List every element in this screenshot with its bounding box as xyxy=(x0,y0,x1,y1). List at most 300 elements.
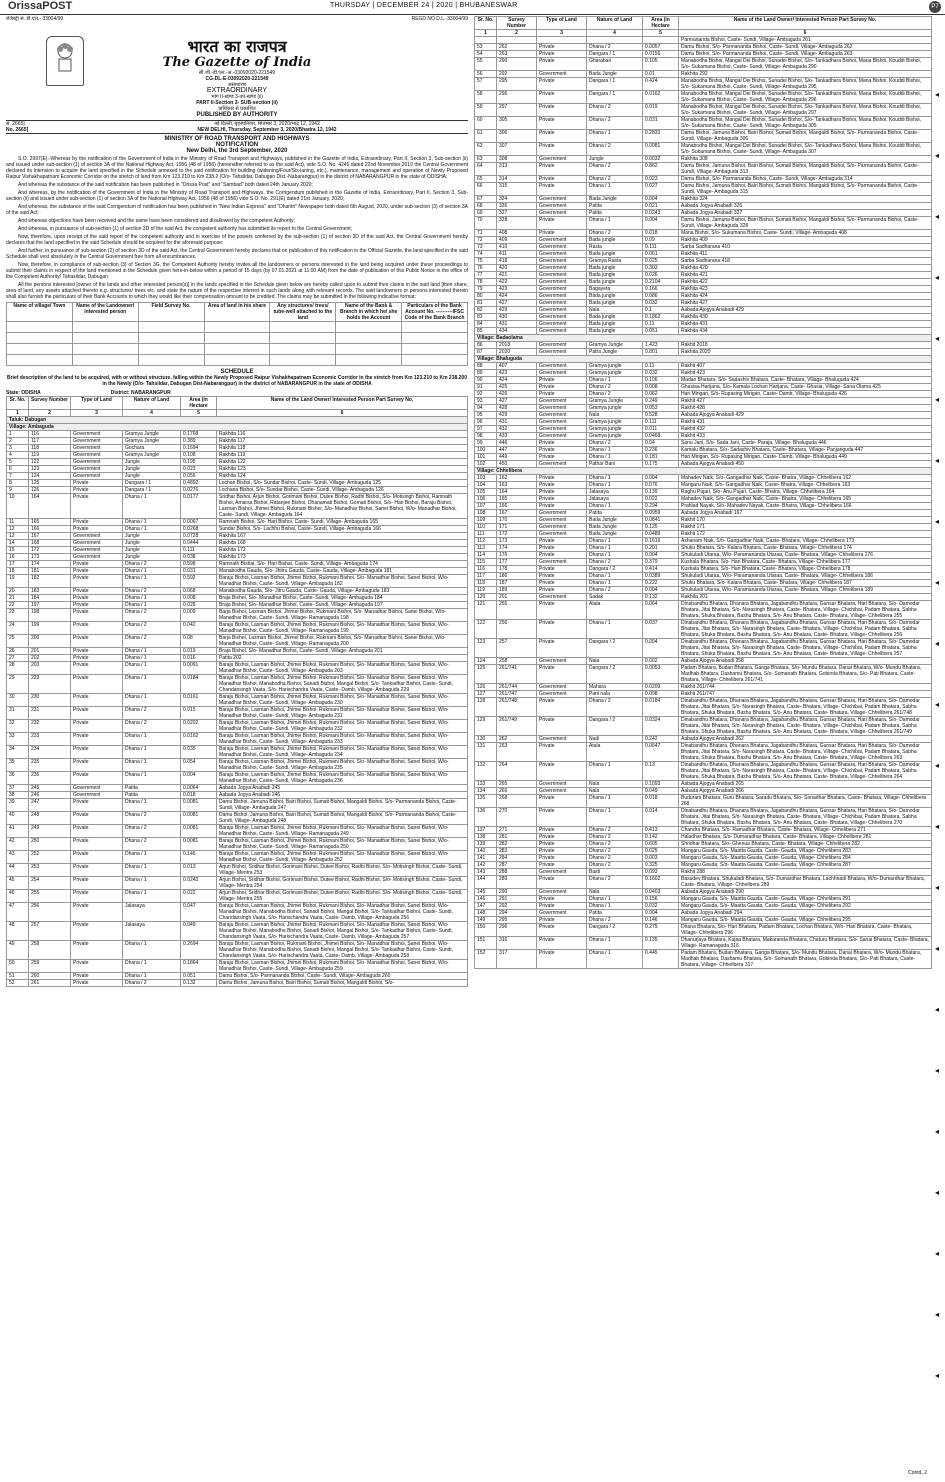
land-type-cell: Private xyxy=(537,795,587,808)
sr-no-cell: 89 xyxy=(475,370,497,377)
area-cell: 0.222 xyxy=(643,580,679,587)
land-nature-cell: Gramya Jungle xyxy=(123,431,181,438)
land-nature-cell: Jalasaya xyxy=(587,496,643,503)
owner-cell: Baraju Bishoi, Laxman Bishoi, Jhimei Bishoi, Rukmani Bishoi, S/o- Manadhar Bishoi, Sanei Bishoi, W/o- Manadhar Bishoi, Caste- Sundi, Village- Ramanaguda 250 xyxy=(217,838,468,851)
land-type-cell: Government xyxy=(537,889,587,896)
table-row xyxy=(7,694,468,707)
area-cell: 0.0091 xyxy=(181,662,217,675)
table-row xyxy=(475,917,932,924)
sr-no-cell: 139 xyxy=(475,841,497,848)
area-cell: 0.0209 xyxy=(643,684,679,691)
area-cell: 0.0064 xyxy=(181,785,217,792)
sr-no-cell: 53 xyxy=(475,44,497,51)
land-nature-cell: Dangara / 1 xyxy=(123,480,181,487)
area-cell: 0.026 xyxy=(643,272,679,279)
land-type-cell: Private xyxy=(71,526,123,533)
owner-cell: Arjun Bishoi, Sridhar Bishoi, Gorimani Bishoi, Dutee Bishoi, Radhi Bishoi, S/o- Motisingh Bishoi, Caste- Sundi, Village- Mentra 253 xyxy=(217,864,468,877)
owner-cell: Rakhit 261/744 xyxy=(679,684,932,691)
land-nature-cell: Bada jungle xyxy=(587,265,643,272)
table-row xyxy=(7,473,468,480)
land-type-cell: Government xyxy=(71,452,123,459)
owner-cell: Mana Bishoi, S/o- Sukumana Bishoi, Caste- Sundi, Village- Ambaguda 408 xyxy=(679,230,932,237)
sr-no-cell: 24 xyxy=(7,622,29,635)
sr-no-cell: 43 xyxy=(7,851,29,864)
owner-cell: Rakhita 423 xyxy=(679,286,932,293)
table-row xyxy=(475,665,932,684)
owner-cell: Baraju Bishoi, Laxman Bishoi, Jhimei Bishoi, Rukmani Bishoi, S/o- Manadhar Bishoi, Sanei Bishoi, W/o- Manadhar Bishoi, Caste- Sundi, Village- Ramanaguda 199 xyxy=(217,622,468,635)
sr-no-cell: 110 xyxy=(475,524,497,531)
owner-cell: Mangaru Gauda, S/o- Maatta Gauda, Caste- Gauda, Village- Chhelibera 284 xyxy=(679,855,932,862)
schedule-column-number: 3 xyxy=(537,30,587,37)
area-cell: 0.1 xyxy=(643,307,679,314)
table-row xyxy=(475,217,932,230)
area-cell: 0.031 xyxy=(181,568,217,575)
empty-cell xyxy=(475,37,497,44)
survey-no-cell: 234 xyxy=(29,746,71,759)
land-type-cell: Government xyxy=(71,547,123,554)
survey-no-cell: 252 xyxy=(29,851,71,864)
survey-no-cell: 296 xyxy=(497,91,537,104)
land-type-cell: Private xyxy=(537,440,587,447)
table-row xyxy=(7,864,468,877)
owner-cell: Damu Bishoi, Jamuna Bishoi, Bairi Bishoi, Sumati Bishoi, Mangaldi Bishoi, S/o- Parmananda Bishoi, Caste- Sundi, Village- Ambaguda 313 xyxy=(679,163,932,176)
land-type-cell: Private xyxy=(71,825,123,838)
sr-no-cell: 98 xyxy=(475,433,497,440)
survey-no-cell: 257 xyxy=(497,639,537,658)
survey-no-cell: 199 xyxy=(29,622,71,635)
area-cell: 0.051 xyxy=(643,328,679,335)
area-cell: 0.0202 xyxy=(181,720,217,733)
owner-cell: Aabada Jogya Anabadi 246 xyxy=(217,792,468,799)
land-nature-cell: Dhana / 1 xyxy=(123,602,181,609)
land-type-cell: Private xyxy=(537,573,587,580)
sr-no-cell: 58 xyxy=(475,91,497,104)
survey-no-cell: 184 xyxy=(29,595,71,602)
survey-no-cell: 261 xyxy=(29,980,71,987)
margin-arrow-icon: ◂ xyxy=(935,883,940,892)
schedule-column-header: Sr. No. xyxy=(7,397,29,410)
sr-no-cell: 64 xyxy=(475,163,497,176)
land-type-cell: Private xyxy=(71,568,123,575)
land-type-cell: Private xyxy=(71,694,123,707)
area-cell: 0.053 xyxy=(643,405,679,412)
survey-no-cell: 229 xyxy=(29,675,71,694)
owner-cell: Manguru Naik, S/o- Gangadhar Naik, Caste- Bhatra, Village- Chhelibera 163 xyxy=(679,482,932,489)
land-nature-cell: Patita xyxy=(123,792,181,799)
area-cell: 0.031 xyxy=(643,117,679,130)
sr-no-cell: 138 xyxy=(475,834,497,841)
claim-format-blank-cell xyxy=(336,344,402,355)
schedule-column-number: 6 xyxy=(679,30,932,37)
land-nature-cell: Dhana / 1 xyxy=(587,903,643,910)
area-cell: 0.004 xyxy=(643,587,679,594)
survey-no-cell: 289 xyxy=(497,876,537,889)
table-row xyxy=(475,869,932,876)
table-row xyxy=(475,363,932,370)
area-cell: 0.2104 xyxy=(643,279,679,286)
claim-format-blank-cell xyxy=(402,344,468,355)
owner-cell: Aabada Jogya Anabadi 294 xyxy=(679,910,932,917)
land-nature-cell: Dhana / 2 xyxy=(587,876,643,889)
survey-no-cell: 291 xyxy=(497,896,537,903)
claim-format-blank-cell xyxy=(7,344,73,355)
owner-cell: Rakhita 308 xyxy=(679,156,932,163)
table-row xyxy=(475,475,932,482)
land-type-cell: Private xyxy=(537,58,587,71)
survey-no-cell: 430 xyxy=(497,314,537,321)
land-type-cell: Government xyxy=(71,466,123,473)
land-type-cell: Private xyxy=(71,655,123,662)
body-paragraph: Now, therefore, in compliance of sub-section (3) of Section 3G, the Competent Authority hereby invites all the landowners or persons interested in the land being acquired under these proceedings to submit their claims in respect of the land mentioned in the Schedule given here-in-below within a period of 15 days (by 07.01.2021 at 11:00 AM) from the date of publication of this Public Notice in the office of the Competent Authority/ Tahasildar, Dabugan. xyxy=(6,262,468,280)
table-row xyxy=(475,489,932,496)
village-heading: Village: Ambaguda xyxy=(7,424,468,431)
land-type-cell: Government xyxy=(537,251,587,258)
table-row xyxy=(7,799,468,812)
area-cell: 0.0053 xyxy=(643,665,679,684)
owner-cell: Aabada Ajogya Anabadi 450 xyxy=(679,461,932,468)
table-row xyxy=(475,286,932,293)
owner-cell: Damu Bishoi, Jamuna Bishoi, Bairi Bishoi, Sumati Bishoi, Mangaldi Bishoi, S/o- Parmananda Bishoi, Caste- Sundi, Village- Ambaguda 247 xyxy=(217,799,468,812)
body-paragraph: And whereas, in pursuance of sub-section (1) of section 3D of the said Act, the competent authority has submitted its report to the Central Government; xyxy=(18,226,353,232)
land-nature-cell: Patita xyxy=(587,910,643,917)
survey-no-cell: 231 xyxy=(29,707,71,720)
survey-no-cell: 125 xyxy=(29,480,71,487)
schedule-column-header: Name of the Land Owner/ Interested Person Part Survey No. xyxy=(679,17,932,30)
land-nature-cell: Dhana / 1 xyxy=(123,890,181,903)
area-cell: 0.413 xyxy=(643,827,679,834)
table-row xyxy=(475,426,932,433)
table-row xyxy=(475,237,932,244)
survey-no-cell: 296 xyxy=(497,924,537,937)
area-cell: 0.004 xyxy=(643,475,679,482)
area-cell: 0.004 xyxy=(643,639,679,658)
owner-cell: Rakhit 170 xyxy=(679,517,932,524)
survey-no-cell: 409 xyxy=(497,237,537,244)
table-row xyxy=(475,903,932,910)
claim-format-column-header: Any structures/ trees/ tube-well attached to the land xyxy=(270,303,336,322)
margin-arrow-icon: ◂ xyxy=(935,151,940,160)
land-nature-cell: Dhana / 2 xyxy=(587,391,643,398)
gazette-code: CG-DL-E-03092020-221549 xyxy=(205,76,269,82)
left-column xyxy=(6,16,468,1476)
table-row xyxy=(475,658,932,665)
land-type-cell: Government xyxy=(71,785,123,792)
owner-cell: Rakhit 432 xyxy=(679,426,932,433)
owner-cell: Hari Mirigan, S/o- Rupasing Mirigan, Caste- Damb, Village- Bhaluguda 426 xyxy=(679,391,932,398)
area-cell: 0.125 xyxy=(643,524,679,531)
land-nature-cell: Dhana / 1 xyxy=(123,759,181,772)
empty-cell xyxy=(643,37,679,44)
land-type-cell: Private xyxy=(71,720,123,733)
area-cell: 0.11 xyxy=(643,321,679,328)
survey-no-cell: 235 xyxy=(29,759,71,772)
land-type-cell: Private xyxy=(537,130,587,143)
sr-no-cell: 28 xyxy=(7,662,29,675)
area-cell: 0.0276 xyxy=(181,487,217,494)
area-cell: 0.049 xyxy=(181,922,217,941)
claim-format-blank-cell xyxy=(72,355,138,366)
sr-no-cell: 141 xyxy=(475,855,497,862)
survey-no-cell: 270 xyxy=(497,808,537,827)
table-row xyxy=(7,812,468,825)
area-cell: 0.018 xyxy=(181,792,217,799)
area-cell: 0.061 xyxy=(643,251,679,258)
claim-format-blank-cell xyxy=(72,322,138,333)
area-cell: 0.018 xyxy=(643,795,679,808)
table-row xyxy=(475,620,932,639)
land-nature-cell: Dangara / 2 xyxy=(587,665,643,684)
body-paragraph: All the persons interested [owner of the lands and other interested person(s)] in the lands specified in the Schedule given below are hereby called upon to submit their claims in the said land [their share, area of land, any assets attached thereto e.g. structures/ trees etc. and state the nature of the respective interest in such lands along with relevant records. The said landowners or persons interested therein shall also furnish the particulars of their Bank Accounts to which they would like their compensation amount to be credited. The claims may be submitted in the following indicative format: xyxy=(6,282,468,300)
table-row xyxy=(475,307,932,314)
table-row xyxy=(7,438,468,445)
extraordinary-label: EXTRAORDINARY xyxy=(206,87,268,94)
reg-no-hindi: रजिस्ट्री सं. डी.एल.- 33004/99 xyxy=(6,16,64,22)
table-row xyxy=(475,130,932,143)
claim-format-blank-row xyxy=(7,344,468,355)
area-cell: 0.035 xyxy=(181,746,217,759)
claim-format-blank-cell xyxy=(402,333,468,344)
owner-cell: Mangaru Gauda, S/o- Maatta Gauda, Caste- Gauda, Village- Chhelibera 295 xyxy=(679,917,932,924)
survey-no-cell: 248 xyxy=(29,812,71,825)
land-nature-cell: Jungle xyxy=(123,554,181,561)
land-type-cell: Government xyxy=(71,438,123,445)
land-nature-cell: Dhana / 2 xyxy=(587,862,643,869)
area-cell: 0.1862 xyxy=(643,314,679,321)
land-type-cell: Private xyxy=(537,183,587,196)
land-nature-cell: Dhana / 2 xyxy=(587,559,643,566)
owner-cell: Sarba Sadharana 418 xyxy=(679,258,932,265)
land-type-cell: Private xyxy=(537,841,587,848)
survey-no-cell: 173 xyxy=(29,554,71,561)
land-nature-cell: Dhana / 2 xyxy=(123,588,181,595)
land-nature-cell: Jungle xyxy=(123,547,181,554)
land-type-cell: Government xyxy=(537,314,587,321)
table-row xyxy=(475,156,932,163)
land-nature-cell: Dhana / 1 xyxy=(123,655,181,662)
sr-no-cell: 111 xyxy=(475,531,497,538)
survey-no-cell: 178 xyxy=(497,566,537,573)
table-row xyxy=(475,552,932,559)
table-row xyxy=(475,210,932,217)
sr-no-cell: 72 xyxy=(475,237,497,244)
margin-arrow-icon: ◂ xyxy=(935,334,940,343)
land-type-cell: Private xyxy=(537,566,587,573)
authority-label: PUBLISHED BY AUTHORITY xyxy=(196,112,278,118)
owner-cell: Baraju Bishoi, Laxman Bishoi, Jhimei Bishoi, Rukmani Bishoi, S/o- Manadhar Bishoi, Sanei Bishoi, W/o- Manadhar Bishoi, Manabodha Bishoi, Sanadi Bishoi, Mangal Bishoi, S/o- Tankadhar Bishoi, Caste- Sundi, Chandansingh Vaata, S/o- Harischandra Vaata, Caste- Damb, Village- Ambaguda 257 xyxy=(217,922,468,941)
area-cell: 0.042 xyxy=(181,622,217,635)
area-cell: 0.139 xyxy=(643,489,679,496)
land-type-cell: Government xyxy=(71,459,123,466)
sr-no-cell: 20 xyxy=(7,588,29,595)
sr-no-cell: 94 xyxy=(475,405,497,412)
land-nature-cell: Bada jungle xyxy=(587,251,643,258)
area-cell: 0.106 xyxy=(643,377,679,384)
survey-no-cell: 176 xyxy=(497,552,537,559)
land-nature-cell: Bada Jungle xyxy=(587,524,643,531)
owner-cell: Padam Bhatara, Budan Bhatara, Ganga Bhatara, S/o- Mundu Bhatara, Danai Bhatara, W/o- Mundu Bhatara, Madhab Bhatara, Dashamu Bhatara, S/o- Somanath Bhatara, Gobinda Bhatara, S/o- Pati Bhatara, Caste- Bhatara, Village- Chhelibera 261/741 xyxy=(679,665,932,684)
sr-no-cell: 117 xyxy=(475,573,497,580)
margin-arrow-icon: ◂ xyxy=(935,273,940,282)
survey-no-cell: 314 xyxy=(497,176,537,183)
owner-cell: Kushala Bhatara, S/o- Hari Bhatara, Caste- Bhatara, Village- Chhelibera 178 xyxy=(679,566,932,573)
area-cell: 0.0067 xyxy=(181,519,217,526)
land-type-cell: Government xyxy=(537,203,587,210)
area-cell: 0.0468 xyxy=(643,433,679,440)
table-row xyxy=(475,848,932,855)
land-type-cell: Private xyxy=(71,980,123,987)
land-type-cell: Government xyxy=(71,540,123,547)
sr-no-cell: 125 xyxy=(475,665,497,684)
owner-cell: Baraju Bishoi, Laxman Bishoi, Jhimei Bishoi, Rukmani Bishoi, S/o- Manadhar Bishoi, Sanei Bishoi, W/o- Manadhar Bishoi, Caste- Sundi, Village- Ambaguda 236 xyxy=(217,772,468,785)
owner-cell: Raghu Pujari, S/o- Anu Pujari, Caste- Bhatra, Village- Chhelibera 164 xyxy=(679,489,932,496)
schedule-column-number: 6 xyxy=(217,410,468,417)
land-nature-cell: Bada jungle xyxy=(587,279,643,286)
survey-no-cell: 165 xyxy=(497,496,537,503)
land-type-cell: Private xyxy=(537,217,587,230)
area-cell: 0.142 xyxy=(643,834,679,841)
land-type-cell: Private xyxy=(71,635,123,648)
land-nature-cell: Bada jungle xyxy=(587,321,643,328)
sr-no-cell: 10 xyxy=(7,494,29,519)
schedule-column-header: Survey Number xyxy=(497,17,537,30)
owner-cell: Parmananda Bishoi, Caste- Sundi, Village- Ambaguda 261 xyxy=(679,37,932,44)
land-nature-cell: Dhana / 1 xyxy=(123,568,181,575)
sr-no-cell: 142 xyxy=(475,862,497,869)
schedule-column-header: Nature of Land xyxy=(123,397,181,410)
sr-no-cell: 86 xyxy=(475,342,497,349)
area-cell: 0.111 xyxy=(181,547,217,554)
land-nature-cell: Dhana / 1 xyxy=(587,573,643,580)
notification-title: NOTIFICATION xyxy=(215,142,259,148)
land-type-cell: Private xyxy=(537,91,587,104)
land-type-cell: Government xyxy=(71,792,123,799)
land-type-cell: Private xyxy=(537,834,587,841)
area-cell: 0.166 xyxy=(643,286,679,293)
area-cell: 0.022 xyxy=(643,496,679,503)
land-type-cell: Private xyxy=(71,494,123,519)
land-type-cell: Private xyxy=(537,163,587,176)
owner-cell: Manabodha Bishoi, Mangal Dei Bishoi, Sunadei Bishoi, S/o- Tankadhara Bishoi, Mana Bishoi, Kouddi Bishoi, S/o- Sukamana Bishoi, Caste- Sundi, Village- Ambaguda 290 xyxy=(679,58,932,71)
table-row xyxy=(7,602,468,609)
schedule-column-number: 2 xyxy=(497,30,537,37)
sr-no-cell: 119 xyxy=(475,587,497,594)
table-row xyxy=(475,251,932,258)
claim-format-blank-cell xyxy=(7,333,73,344)
body-paragraph: And further, in pursuance of sub-section (2) of section 3D of the said Act, the Central Government hereby declares that on publication of this notification in the Official Gazette, the land specified in the said Schedule shall vest absolutely in the Central Government free from all encumbrances. xyxy=(6,248,468,260)
sr-no-cell: 36 xyxy=(7,772,29,785)
margin-arrow-icon: ◂ xyxy=(935,822,940,831)
land-nature-cell: Gramya Jungle xyxy=(123,438,181,445)
survey-no-cell: 290 xyxy=(497,58,537,71)
issue-line xyxy=(6,120,468,134)
owner-cell: Sundar Bishoi, S/o- Lachhu Bishai, Caste- Sundi, Village- Ambaguda 166 xyxy=(217,526,468,533)
survey-no-cell: 429 xyxy=(497,307,537,314)
table-row xyxy=(475,559,932,566)
area-cell: 0.064 xyxy=(643,601,679,620)
table-row xyxy=(7,595,468,602)
survey-no-cell: 308 xyxy=(497,156,537,163)
area-cell: 0.004 xyxy=(643,196,679,203)
table-row xyxy=(475,391,932,398)
land-nature-cell: Jalasaya xyxy=(123,922,181,941)
table-row xyxy=(7,655,468,662)
sr-no-cell: 148 xyxy=(475,910,497,917)
land-nature-cell: Bada jungle xyxy=(587,300,643,307)
table-row xyxy=(7,707,468,720)
area-cell: 0.598 xyxy=(181,561,217,568)
land-nature-cell: Dhana / 2 xyxy=(123,812,181,825)
survey-no-cell: 197 xyxy=(29,602,71,609)
area-cell: 0.146 xyxy=(181,851,217,864)
survey-no-cell: 233 xyxy=(29,733,71,746)
land-type-cell: Private xyxy=(71,772,123,785)
owner-cell: Aabada Ajogya Anabadi 265 xyxy=(679,781,932,788)
area-cell: 0.132 xyxy=(643,594,679,601)
sr-no-cell: 6 xyxy=(7,466,29,473)
table-row xyxy=(475,482,932,489)
owner-cell: Baraju Bishoi, Laxman Bishoi, Jhimei Bishoi, Rukmani Bishoi, S/o- Manadhar Bishoi, Sanei Bishoi, W/o- Manadhar Bishoi, Caste- Sundi, Village- Ambaguda 252 xyxy=(217,851,468,864)
margin-arrow-icon: ◂ xyxy=(935,639,940,648)
sr-no-cell: 79 xyxy=(475,286,497,293)
sr-no-cell: 82 xyxy=(475,307,497,314)
table-row xyxy=(475,117,932,130)
claim-format-blank-cell xyxy=(336,322,402,333)
area-cell: 0.249 xyxy=(643,398,679,405)
area-cell: 0.528 xyxy=(643,412,679,419)
land-nature-cell: Patita xyxy=(123,785,181,792)
table-row xyxy=(7,554,468,561)
owner-cell: Prahlad Nayak, S/o- Mahadev Nayak, Caste- Bhatra, Village- Chhelibera 166 xyxy=(679,503,932,510)
sr-no-cell: 133 xyxy=(475,781,497,788)
survey-no-cell: 265 xyxy=(497,781,537,788)
land-nature-cell: Dhana / 1 xyxy=(123,960,181,973)
area-cell: 0.303 xyxy=(643,265,679,272)
land-nature-cell: Basti xyxy=(587,869,643,876)
area-cell: 0.175 xyxy=(643,461,679,468)
owner-cell: Damu Bishoi, Jamuna Bishoi, Bairi Bishoi, Sumati Bishoi, Mangaldi Bishoi, S/o- Parmananda Bishoi, Caste- Sundi, Village- Ambaguda 328 xyxy=(679,217,932,230)
land-type-cell: Private xyxy=(71,575,123,588)
owner-cell: Sanu Jani, S/o- Sada Jani, Caste- Paraja, Village- Bhaluguda 446 xyxy=(679,440,932,447)
area-cell: 0.181 xyxy=(643,454,679,461)
empty-cell xyxy=(587,37,643,44)
survey-no-cell: 166 xyxy=(497,503,537,510)
table-row xyxy=(475,762,932,781)
sr-no-cell: 100 xyxy=(475,447,497,454)
owner-cell: Ramnath Bishoi, S/o- Hari Bishoi, Caste- Sundi, Village- Ambaguda 165 xyxy=(217,519,468,526)
table-row xyxy=(475,876,932,889)
owner-cell: Arjun Bishoi, Sridhar Bishoi, Gorimani Bishoi, Dutee Bishoi, Radhi Bishoi, S/o- Motisingh Bishoi, Caste- Sundi, Village- Mentra 255 xyxy=(217,890,468,903)
sr-no-cell: 95 xyxy=(475,412,497,419)
owner-cell: Baraju Bishoi, Laxman Bishoi, Jhimei Bishoi, Rukmani Bishoi, S/o- Manadhar Bishoi, Sanei Bishoi, W/o- Manadhar Bishoi, Caste- Sundi, Village- Ambaguda 203 xyxy=(217,662,468,675)
land-nature-cell: Dhana / 1 xyxy=(587,580,643,587)
land-type-cell: Private xyxy=(537,698,587,717)
land-nature-cell: Pathar Bani xyxy=(587,461,643,468)
survey-no-cell: 261/747 xyxy=(497,691,537,698)
land-type-cell: Private xyxy=(71,890,123,903)
area-cell: 0.0959 xyxy=(643,510,679,517)
land-nature-cell: Dhana / 1 xyxy=(123,494,181,519)
claim-format-blank-cell xyxy=(270,355,336,366)
survey-no-cell: 126 xyxy=(29,487,71,494)
survey-no-cell: 174 xyxy=(29,561,71,568)
land-type-cell: Private xyxy=(537,717,587,736)
owner-cell: Rakhita 430 xyxy=(679,314,932,321)
claim-format-blank-cell xyxy=(72,333,138,344)
sr-no-cell: 113 xyxy=(475,545,497,552)
land-type-cell: Private xyxy=(537,580,587,587)
owner-cell: Damu Bishoi, Jamuna Bishoi, Bairi Bishoi, Sumati Bishoi, Mangaldi Bishoi, S/o- Parmananda Bishoi, Caste- Sundi, Village- Ambaguda 248 xyxy=(217,812,468,825)
owner-cell: Braja Bishoi, S/o- Manadhar Bishoi, Caste- Sundi, Village- Ambaguda 201 xyxy=(217,648,468,655)
